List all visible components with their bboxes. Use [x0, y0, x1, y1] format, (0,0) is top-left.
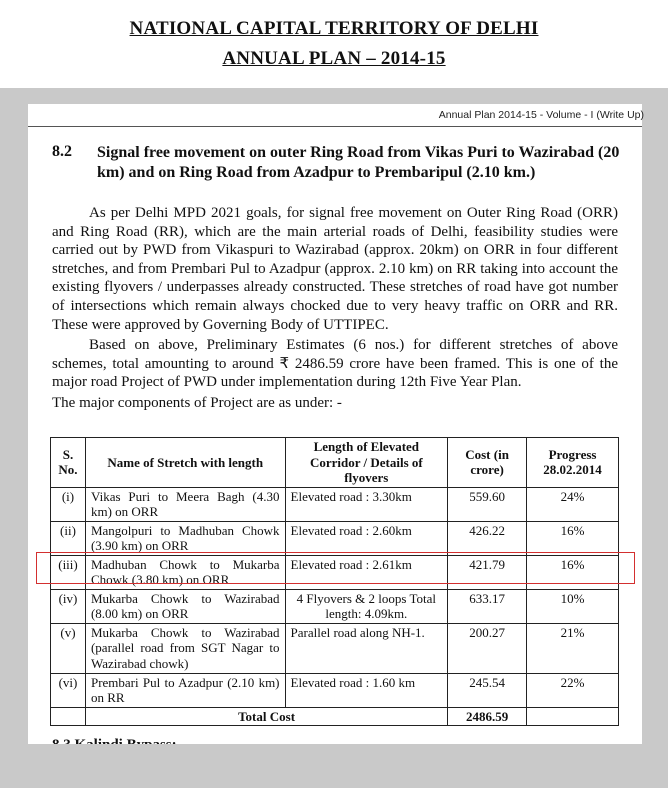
row-sno: (iii)	[51, 555, 86, 589]
table-header-row	[51, 438, 619, 488]
row-sno: (i)	[51, 487, 86, 521]
row-cost: 426.22	[448, 521, 527, 555]
row-length: Elevated road : 1.60 km	[285, 673, 448, 707]
row-cost: 200.27	[448, 623, 527, 673]
total-label: Total Cost	[85, 707, 447, 726]
row-stretch-name: Mukarba Chowk to Wazirabad (8.00 km) on ORR	[85, 589, 285, 623]
viewer-bottom-background	[0, 744, 668, 788]
table-row	[51, 623, 619, 673]
paragraph-intro: As per Delhi MPD 2021 goals, for signal free movement on Outer Ring Road (ORR) and Ring Road (RR), which are the main arterial roads of Delhi, feasibility studies were carried out by PWD from Vikaspuri to Wazirabad (approx. 20km) on ORR in four different stretches, and from Prembari Pul to Azadpur (approx. 2.10 km) on RR taking into account the existing flyovers / underpasses already constructed. These stretches of road have got number of intersections which remain always chocked due to very heavy traffic on ORR and RR. These were approved by Governing Body of UTTIPEC.	[52, 205, 618, 333]
row-length: Parallel road along NH-1.	[285, 623, 448, 673]
header-progress: Progress 28.02.2014	[527, 438, 619, 488]
row-stretch-name: Vikas Puri to Meera Bagh (4.30 km) on ORR	[85, 487, 285, 521]
row-progress: 24%	[527, 487, 619, 521]
row-sno: (vi)	[51, 673, 86, 707]
header-rule	[28, 126, 642, 127]
row-length: Elevated road : 2.60km	[285, 521, 448, 555]
row-length: Elevated road : 2.61km	[285, 555, 448, 589]
paragraph-estimates: Based on above, Preliminary Estimates (6 nos.) for different stretches of above schemes, total amounting to around ₹ 2486.59 crore have been framed. This is one of the major road Project of PWD under implementation during 12th Five Year Plan.	[52, 337, 618, 391]
row-length: Elevated road : 3.30km	[285, 487, 448, 521]
highlight-box	[36, 552, 635, 584]
table-row	[51, 487, 619, 521]
row-sno: (v)	[51, 623, 86, 673]
section-title: Signal free movement on outer Ring Road from Vikas Puri to Wazirabad (20 km) and on Ring Road from Azadpur to Prembaripul (2.10 km.)	[97, 144, 620, 181]
section-number: 8.2	[52, 143, 72, 160]
document-page	[28, 104, 642, 744]
header-cost: Cost (in crore)	[448, 438, 527, 488]
header-title-line1: NATIONAL CAPITAL TERRITORY OF DELHI	[129, 18, 539, 39]
row-cost: 559.60	[448, 487, 527, 521]
total-value: 2486.59	[448, 707, 527, 726]
table-row	[51, 521, 619, 555]
row-progress: 21%	[527, 623, 619, 673]
row-cost: 633.17	[448, 589, 527, 623]
row-stretch-name: Mangolpuri to Madhuban Chowk (3.90 km) on ORR	[85, 521, 285, 555]
row-progress: 16%	[527, 521, 619, 555]
document-header	[0, 0, 668, 88]
row-cost: 421.79	[448, 555, 527, 589]
table-total-row	[51, 707, 619, 726]
row-progress: 22%	[527, 673, 619, 707]
header-stretch-name: Name of Stretch with length	[85, 438, 285, 488]
header-sno: S. No.	[51, 438, 86, 488]
row-sno: (ii)	[51, 521, 86, 555]
row-progress: 10%	[527, 589, 619, 623]
paragraph-components: The major components of Project are as under: -	[52, 395, 342, 411]
row-stretch-name: Prembari Pul to Azadpur (2.10 km) on RR	[85, 673, 285, 707]
total-empty-cell	[51, 707, 86, 726]
row-stretch-name: Mukarba Chowk to Wazirabad (parallel road from SGT Nagar to Wazirabad chowk)	[85, 623, 285, 673]
running-head: Annual Plan 2014-15 - Volume - I (Write Up)	[438, 109, 644, 121]
header-title-line2: ANNUAL PLAN – 2014-15	[222, 48, 446, 69]
row-cost: 245.54	[448, 673, 527, 707]
row-stretch-name: Madhuban Chowk to Mukarba Chowk (3.80 km) on ORR	[85, 555, 285, 589]
row-sno: (iv)	[51, 589, 86, 623]
header-length: Length of Elevated Corridor / Details of flyovers	[285, 438, 448, 488]
row-progress: 16%	[527, 555, 619, 589]
table-row	[51, 589, 619, 623]
total-progress-empty	[527, 707, 619, 726]
table-row	[51, 673, 619, 707]
row-length: 4 Flyovers & 2 loops Total length: 4.09km.	[285, 589, 448, 623]
